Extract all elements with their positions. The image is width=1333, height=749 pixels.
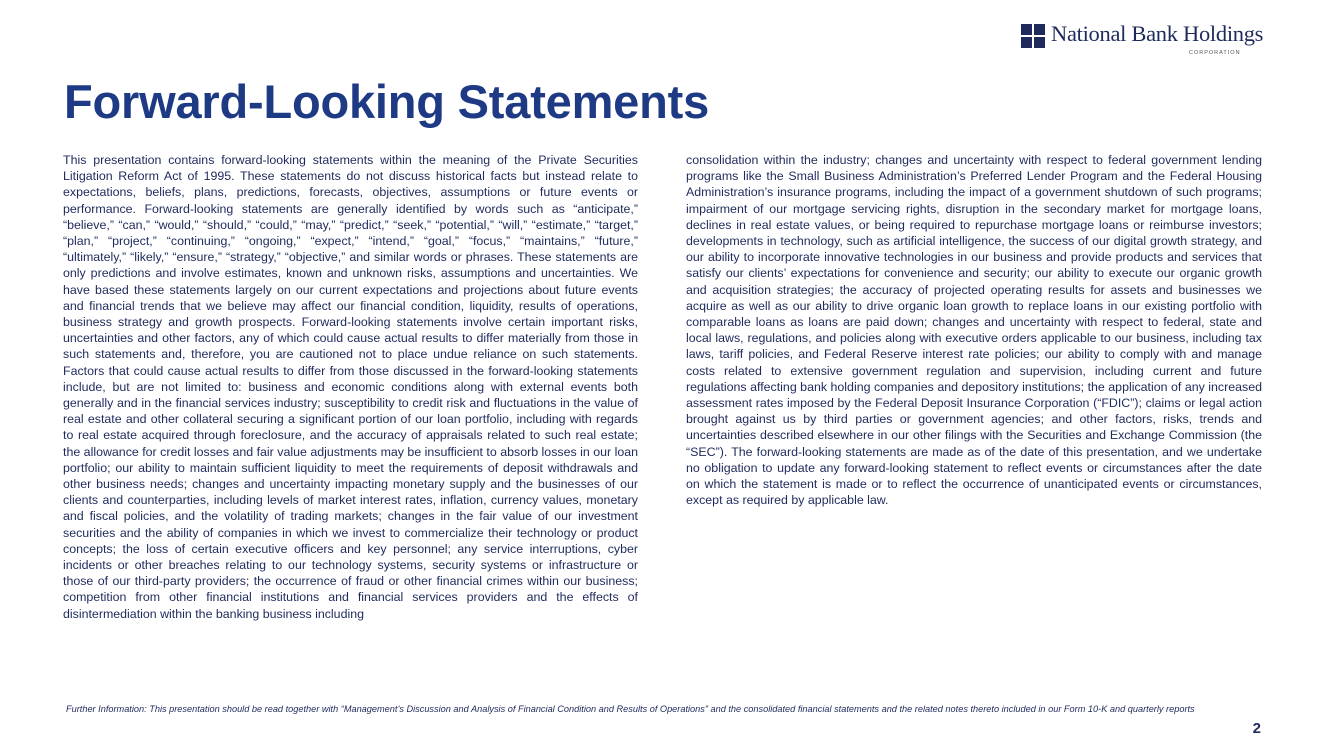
page-number: 2: [1252, 720, 1261, 737]
body-text-left-column: This presentation contains forward-looking statements within the meaning of the Private Securities Litigation Reform Act of 1995. These statements do not discuss historical facts but instead relate to expectations, beliefs, plans, predictions, forecasts, objectives, assumptions or future events or performance. Forward-looking statements are generally identified by words such as “anticipate,” “believe,” “can,” “would,” “should,” “could,” “may,” “predict,” “seek,” “potential,” “will,” “estimate,” “target,” “plan,” “project,” “continuing,” “ongoing,” “expect,” “intend,” “goal,” “focus,” “maintains,” “future,” “ultimately,” “likely,” “ensure,” “strategy,” “objective,” and similar words or phrases. These statements are only predictions and involve estimates, known and unknown risks, assumptions and uncertainties. We have based these statements largely on our current expectations and projections about future events and financial trends that we believe may affect our financial condition, liquidity, results of operations, business strategy and growth prospects. Forward-looking statements involve certain important risks, uncertainties and other factors, any of which could cause actual results to differ materially from those in such statements and, therefore, you are cautioned not to place undue reliance on such statements. Factors that could cause actual results to differ from those discussed in the forward-looking statements include, but are not limited to: business and economic conditions along with external events both generally and in the financial services industry; susceptibility to credit risk and fluctuations in the value of real estate and other collateral securing a significant portion of our loan portfolio, including with regards to real estate acquired through foreclosure, and the accuracy of appraisals related to such real estate; the allowance for credit losses and fair value adjustments may be insufficient to absorb losses in our loan portfolio; our ability to maintain sufficient liquidity to meet the requirements of deposit withdrawals and other business needs; changes and uncertainty impacting monetary supply and the businesses of our clients and counterparties, including levels of market interest rates, inflation, currency values, monetary and fiscal policies, and the volatility of trading markets; changes in the fair value of our investment securities and the ability of companies in which we invest to commercialize their technology or product concepts; the loss of certain executive officers and key personnel; any service interruptions, cyber incidents or other breaches relating to our technology systems, security systems or infrastructure or those of our third-party providers; the occurrence of fraud or other financial crimes within our business; competition from other financial institutions and financial services providers and the effects of disintermediation within the banking business including: [63, 153, 638, 621]
logo-mark-icon: [1021, 24, 1045, 48]
company-logo: [1021, 21, 1271, 60]
page-title: Forward-Looking Statements: [64, 75, 710, 128]
body-text-right-column: consolidation within the industry; changes and uncertainty with respect to federal government lending programs like the Small Business Administration’s Preferred Lender Program and the Federal Housing Administration’s insurance programs, including the impact of a government shutdown of such programs; impairment of our mortgage servicing rights, disruption in the secondary market for mortgage loans, declines in real estate values, or being required to repurchase mortgage loans or reimburse investors; developments in technology, such as artificial intelligence, the success of our digital growth strategy, and our ability to incorporate innovative technologies in our business and provide products and services that satisfy our clients’ expectations for convenience and security; our ability to execute our organic growth and acquisition strategies; the accuracy of projected operating results for assets and businesses we acquire as well as our ability to drive organic loan growth to replace loans in our existing portfolio with comparable loans as loans are paid down; changes and uncertainty with respect to federal, state and local laws, regulations, and policies along with executive orders applicable to our business, including tax laws, tariff policies, and Federal Reserve interest rate policies; our ability to comply with and manage costs related to extensive government regulation and supervision, including current and future regulations affecting bank holding companies and depository institutions; the application of any increased assessment rates imposed by the Federal Deposit Insurance Corporation (“FDIC”); claims or legal action brought against us by third parties or government agencies; and other factors, risks, trends and uncertainties described elsewhere in our other filings with the Securities and Exchange Commission (the “SEC”). The forward-looking statements are made as of the date of this presentation, and we undertake no obligation to update any forward-looking statement to reflect events or circumstances after the date on which the statement is made or to reflect the occurrence of unanticipated events or circumstances, except as required by applicable law.: [686, 153, 1262, 508]
logo-subtitle: CORPORATION: [1189, 50, 1241, 56]
logo-name: National Bank Holdings: [1051, 21, 1264, 46]
further-information-footnote: Further Information: This presentation should be read together with “Management’s Discussion and Analysis of Financial Condition and Results of Operations” and the consolidated financial statements and the related notes thereto included in our Form 10-K and quarterly reports: [66, 704, 1195, 714]
